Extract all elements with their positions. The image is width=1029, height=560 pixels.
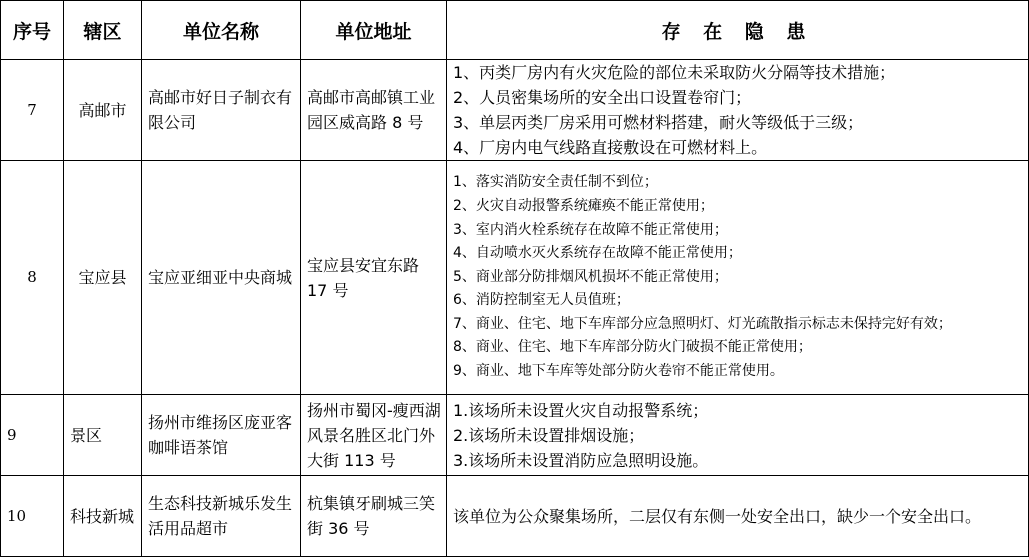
row-unit-address: 杭集镇牙刷城三笑街 36 号 — [301, 476, 447, 557]
issue-item: 3.该场所未设置消防应急照明设施。 — [453, 450, 709, 470]
row-unit-address: 高邮市高邮镇工业园区威高路 8 号 — [301, 60, 447, 161]
row-unit-name: 生态科技新城乐发生活用品超市 — [142, 476, 301, 557]
issue-item: 3、室内消火栓系统存在故障不能正常使用； — [453, 221, 728, 238]
row-seq: 7 — [1, 60, 64, 161]
issue-item: 1、丙类厂房内有火灾危险的部位未采取防火分隔等技术措施； — [453, 63, 896, 82]
header-issues: 存 在 隐 患 — [447, 1, 1029, 60]
issue-item: 8、商业、住宅、地下车库部分防火门破损不能正常使用； — [453, 339, 812, 356]
table-row — [1, 476, 1029, 557]
row-seq: 8 — [1, 161, 64, 395]
issue-item: 4、厂房内电气线路直接敷设在可燃材料上。 — [453, 138, 768, 157]
table-row — [1, 60, 1029, 161]
issue-item: 2、人员密集场所的安全出口设置卷帘门； — [453, 88, 752, 107]
issue-item: 7、商业、住宅、地下车库部分应急照明灯、灯光疏散指示标志未保持完好有效； — [453, 315, 952, 332]
row-seq: 9 — [1, 395, 64, 476]
row-issues — [447, 395, 1029, 476]
row-unit-name: 高邮市好日子制衣有限公司 — [142, 60, 301, 161]
row-unit-name: 宝应亚细亚中央商城 — [142, 161, 301, 395]
row-seq: 10 — [1, 476, 64, 557]
issue-item: 2.该场所未设置排烟设施； — [453, 425, 645, 445]
row-district: 宝应县 — [64, 161, 142, 395]
issue-item: 6、消防控制室无人员值班； — [453, 292, 630, 309]
issue-item: 5、商业部分防排烟风机损坏不能正常使用； — [453, 268, 728, 285]
row-issues — [447, 60, 1029, 161]
row-issues — [447, 476, 1029, 557]
row-unit-address: 宝应县安宜东路 17 号 — [301, 161, 447, 395]
issue-item: 1.该场所未设置火灾自动报警系统； — [453, 400, 709, 420]
header-district: 辖区 — [64, 1, 142, 60]
table-row — [1, 161, 1029, 395]
row-unit-name: 扬州市维扬区庞亚客咖啡语茶馆 — [142, 395, 301, 476]
row-district: 高邮市 — [64, 60, 142, 161]
row-district: 科技新城 — [64, 476, 142, 557]
header-unit-name: 单位名称 — [142, 1, 301, 60]
header-seq: 序号 — [1, 1, 64, 60]
issue-item: 3、单层丙类厂房采用可燃材料搭建，耐火等级低于三级； — [453, 113, 864, 132]
row-district: 景区 — [64, 395, 142, 476]
row-issues — [447, 161, 1029, 395]
issue-item: 该单位为公众聚集场所，二层仅有东侧一处安全出口，缺少一个安全出口。 — [453, 506, 982, 526]
table-row — [1, 395, 1029, 476]
row-unit-address: 扬州市蜀冈-瘦西湖风景名胜区北门外大街 113 号 — [301, 395, 447, 476]
header-unit-address: 单位地址 — [301, 1, 447, 60]
issue-item: 1、落实消防安全责任制不到位； — [453, 174, 658, 191]
issue-item: 4、自动喷水灭火系统存在故障不能正常使用； — [453, 245, 742, 262]
header-row — [1, 1, 1029, 60]
issue-item: 9、商业、地下车库等处部分防火卷帘不能正常使用。 — [453, 363, 784, 380]
issue-item: 2、火灾自动报警系统瘫痪不能正常使用； — [453, 197, 714, 214]
